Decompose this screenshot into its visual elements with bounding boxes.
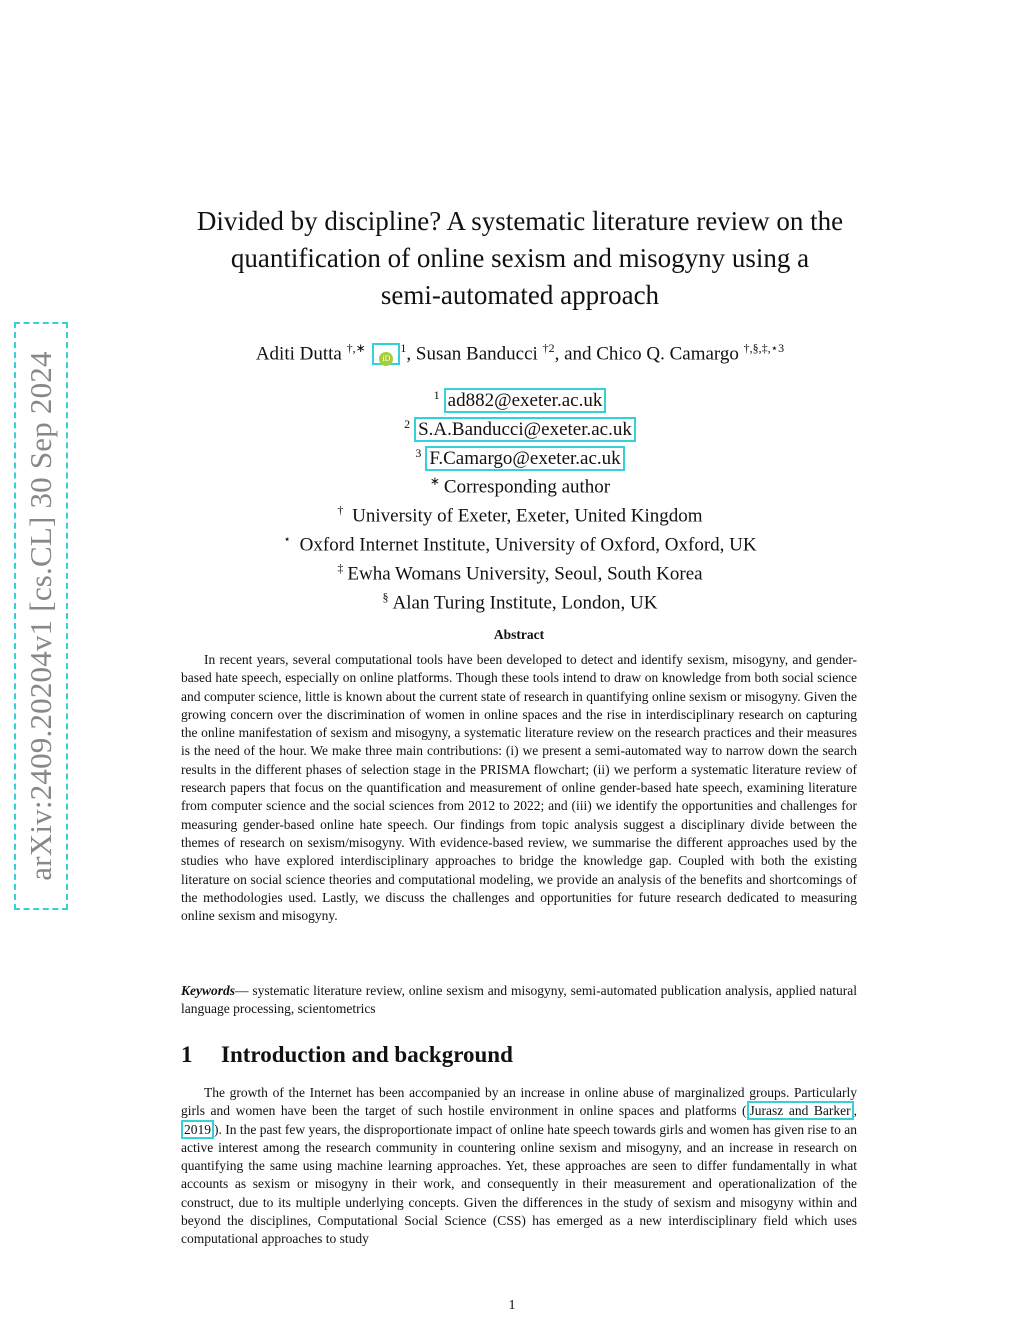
citation-link[interactable]: 2019: [181, 1120, 214, 1139]
section-heading: [181, 1042, 513, 1068]
email-link[interactable]: S.A.Banducci@exeter.ac.uk: [414, 417, 636, 442]
email-line: [150, 413, 890, 442]
paper-title: [150, 203, 890, 314]
author-marks: 1: [400, 341, 407, 355]
intro-text: The growth of the Internet has been accompanied by an increase in online abuse of marginalized groups. Particularly girls and women have been the target of such hostile environment in online spaces and platforms (: [181, 1085, 857, 1119]
intro-text: ,: [853, 1103, 857, 1119]
title-line: Divided by discipline? A systematic literature review on the: [196, 206, 844, 236]
affiliation-line: [150, 499, 890, 528]
affiliation-line: [150, 557, 890, 586]
email-line: [150, 442, 890, 471]
page-number: 1: [508, 1298, 516, 1313]
section-number: 1: [181, 1042, 193, 1067]
affil-mark: §: [382, 589, 389, 604]
keywords: [181, 982, 857, 1019]
keywords-label: Keywords: [181, 983, 235, 998]
affil-mark: †: [337, 503, 344, 518]
affil-text: Corresponding author: [443, 476, 611, 498]
affil-mark: 3: [415, 445, 422, 460]
author-name: Aditi Dutta: [255, 343, 342, 365]
abstract-heading: Abstract: [493, 627, 545, 642]
affil-text: University of Exeter, Exeter, United Kingdom: [352, 505, 703, 527]
section-title: Introduction and background: [221, 1042, 513, 1067]
title-line: semi-automated approach: [380, 280, 660, 310]
author-marks: †,§,‡,⋆3: [743, 341, 785, 355]
affiliation-line: [150, 528, 890, 557]
author-marks: †,∗: [346, 341, 366, 355]
affiliations: [150, 384, 890, 615]
orcid-link[interactable]: [372, 343, 400, 365]
citation-link[interactable]: Jurasz and Barker: [747, 1101, 854, 1120]
corresponding-note: [150, 470, 890, 499]
email-link[interactable]: ad882@exeter.ac.uk: [444, 388, 607, 413]
arxiv-sidebar: [14, 322, 68, 910]
abstract-body: In recent years, several computational tools have been developed to detect and identify sexism, misogyny, and gender-based hate speech, especially on online platforms. Though these tools intend to draw on knowledge from both social science and computer science, little is known about the current state of research in quantifying online sexism or misogyny. Given the growing concern over the discrimination of women in online spaces and the rise in interdisciplinary research on capturing the online manifestation of sexism and misogyny, a systematic literature review on the research practices and their measures is the need of the hour. We make three main contributions: (i) we present a semi-automated way to narrow down the search results in the different phases of selection stage in the PRISMA flowchart; (ii) we perform a systematic literature review of research papers that focus on the quantification and measurement of online gender-based hate speech, examining literature from computer science and the social sciences from 2012 to 2022; and (iii) we identify the opportunities and challenges for measuring gender-based online hate speech. Our findings from topic analysis suggest a disciplinary divide between the themes of research on sexism/misogyny. With evidence-based review, we summarise the different approaches used by the studies who have explored interdisciplinary approaches to bridge the knowledge gap. Coupled with both the existing literature on social science theories and computational modeling, we provide an analysis of the benefits and shortcomings of the methodologies used. Lastly, we discuss the challenges and opportunities for future research dedicated to measuring online sexism and misogyny.: [181, 652, 857, 924]
affil-mark: ⋆: [283, 532, 291, 547]
affil-mark: 1: [433, 388, 440, 402]
author-list: [150, 341, 890, 365]
affil-text: Ewha Womans University, Seoul, South Korea: [347, 563, 703, 585]
email-line: [150, 384, 890, 413]
arxiv-identifier[interactable]: arXiv:2409.20204v1 [cs.CL] 30 Sep 2024: [23, 351, 58, 881]
intro-paragraph: [181, 1084, 857, 1249]
email-link[interactable]: F.Camargo@exeter.ac.uk: [425, 446, 624, 471]
affil-mark: ∗: [429, 474, 440, 489]
affil-text: Alan Turing Institute, London, UK: [392, 592, 658, 614]
title-line: quantification of online sexism and misogyny using a: [230, 243, 810, 273]
affiliation-line: [150, 586, 890, 615]
orcid-icon: iD: [379, 352, 393, 366]
author-name: , Susan Banducci: [406, 343, 538, 365]
author-marks: †2: [542, 341, 555, 355]
keywords-text: — systematic literature review, online sexism and misogyny, semi-automated publication analysis, applied natural language processing, scientometrics: [181, 983, 857, 1017]
affil-mark: 2: [404, 416, 411, 431]
author-name: , and Chico Q. Camargo: [554, 343, 739, 365]
affil-text: Oxford Internet Institute, University of Oxford, Oxford, UK: [299, 534, 757, 556]
affil-mark: ‡: [337, 560, 344, 575]
intro-text: ). In the past few years, the disproportionate impact of online hate speech towards girls and women has given rise to an active interest among the research community in countering online sexism and misogyny, and an increase in research on quantifying the same using machine learning approaches. Yet, these approaches are seen to differ fundamentally in what accounts as sexism or misogyny in their work, and consequently in their measurement and operationalization of the construct, due to its multiple underlying concepts. Given the differences in the study of sexism and misogyny within and beyond the disciplines, Computational Social Science (CSS) has emerged as a new interdisciplinary field which uses computational approaches to study: [181, 1121, 857, 1247]
